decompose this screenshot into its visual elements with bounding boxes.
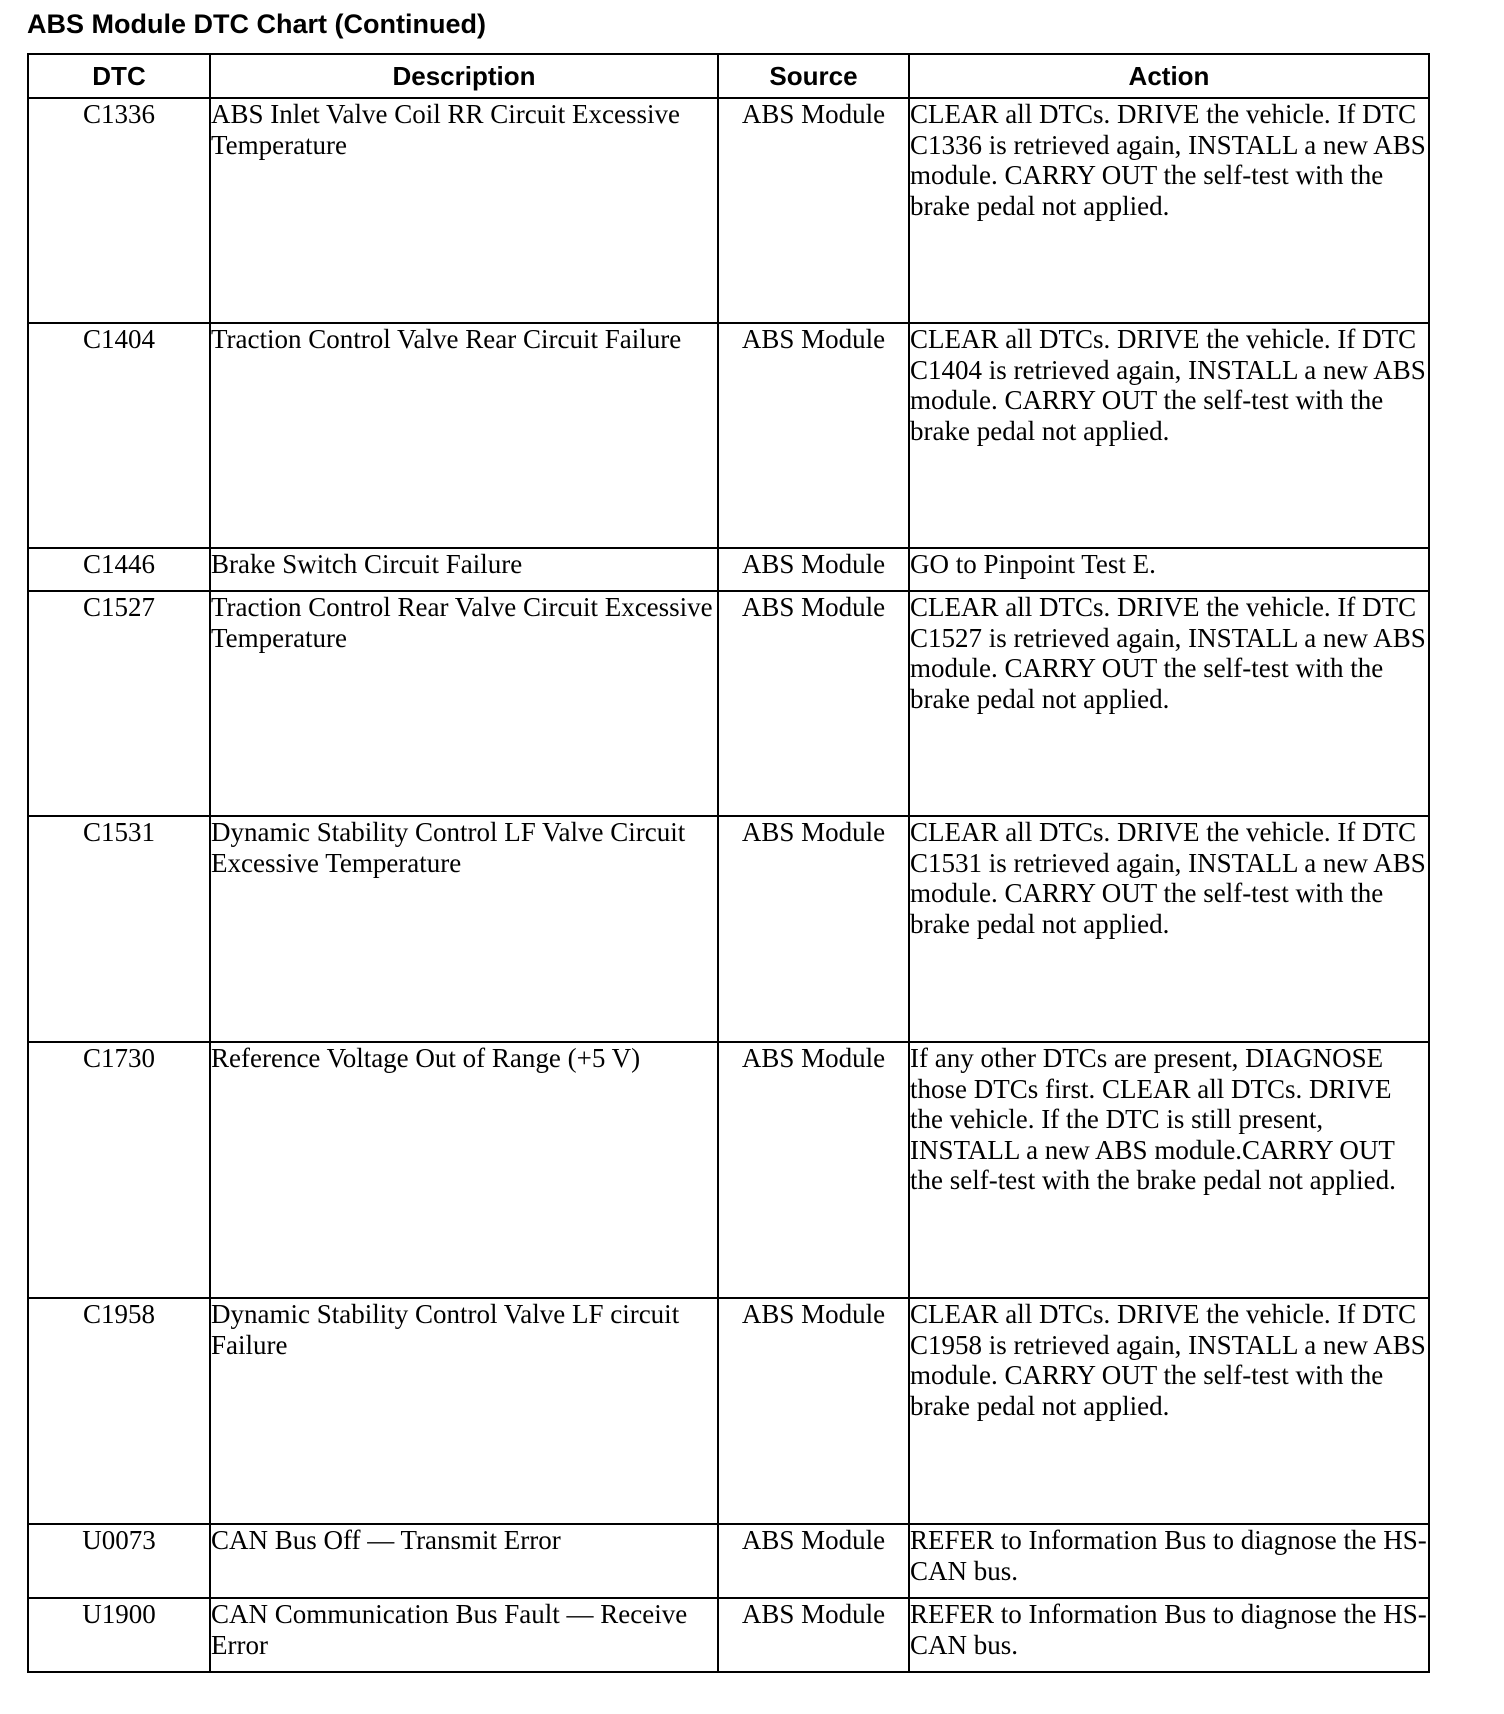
dtc-code-cell: C1527	[28, 591, 210, 816]
dtc-code-cell: C1336	[28, 98, 210, 323]
description-cell: Dynamic Stability Control Valve LF circuit Failure	[210, 1298, 718, 1524]
table-row	[28, 1524, 1429, 1598]
description-cell: ABS Inlet Valve Coil RR Circuit Excessive Temperature	[210, 98, 718, 323]
description-cell: Brake Switch Circuit Failure	[210, 548, 718, 591]
source-cell: ABS Module	[718, 816, 909, 1042]
header-dtc: DTC	[28, 54, 210, 98]
action-cell: REFER to Information Bus to diagnose the HS-CAN bus.	[909, 1524, 1429, 1598]
table-row	[28, 816, 1429, 1042]
source-cell: ABS Module	[718, 323, 909, 548]
action-cell: REFER to Information Bus to diagnose the HS-CAN bus.	[909, 1598, 1429, 1672]
table-row	[28, 1598, 1429, 1672]
action-cell: CLEAR all DTCs. DRIVE the vehicle. If DTC C1336 is retrieved again, INSTALL a new ABS module. CARRY OUT the self-test with the brake pedal not applied.	[909, 98, 1429, 323]
description-cell: CAN Communication Bus Fault — Receive Error	[210, 1598, 718, 1672]
source-cell: ABS Module	[718, 1524, 909, 1598]
source-cell: ABS Module	[718, 591, 909, 816]
action-cell: CLEAR all DTCs. DRIVE the vehicle. If DTC C1527 is retrieved again, INSTALL a new ABS module. CARRY OUT the self-test with the brake pedal not applied.	[909, 591, 1429, 816]
header-action: Action	[909, 54, 1429, 98]
action-cell: CLEAR all DTCs. DRIVE the vehicle. If DTC C1404 is retrieved again, INSTALL a new ABS module. CARRY OUT the self-test with the brake pedal not applied.	[909, 323, 1429, 548]
dtc-code-cell: C1730	[28, 1042, 210, 1298]
dtc-code-cell: C1404	[28, 323, 210, 548]
dtc-code-cell: C1958	[28, 1298, 210, 1524]
description-cell: CAN Bus Off — Transmit Error	[210, 1524, 718, 1598]
table-body	[28, 98, 1429, 1672]
table-header	[28, 54, 1429, 98]
source-cell: ABS Module	[718, 98, 909, 323]
action-cell: GO to Pinpoint Test E.	[909, 548, 1429, 591]
dtc-code-cell: C1446	[28, 548, 210, 591]
header-source: Source	[718, 54, 909, 98]
action-cell: If any other DTCs are present, DIAGNOSE those DTCs first. CLEAR all DTCs. DRIVE the vehicle. If the DTC is still present, INSTALL a new ABS module.CARRY OUT the self-test with the brake pedal not applied.	[909, 1042, 1429, 1298]
description-cell: Reference Voltage Out of Range (+5 V)	[210, 1042, 718, 1298]
table-row	[28, 1298, 1429, 1524]
table-row	[28, 548, 1429, 591]
description-cell: Traction Control Rear Valve Circuit Excessive Temperature	[210, 591, 718, 816]
action-cell: CLEAR all DTCs. DRIVE the vehicle. If DTC C1958 is retrieved again, INSTALL a new ABS module. CARRY OUT the self-test with the brake pedal not applied.	[909, 1298, 1429, 1524]
dtc-code-cell: U1900	[28, 1598, 210, 1672]
table-row	[28, 323, 1429, 548]
source-cell: ABS Module	[718, 1598, 909, 1672]
source-cell: ABS Module	[718, 1298, 909, 1524]
description-cell: Traction Control Valve Rear Circuit Failure	[210, 323, 718, 548]
dtc-table	[27, 53, 1430, 1673]
source-cell: ABS Module	[718, 1042, 909, 1298]
table-row	[28, 98, 1429, 323]
action-cell: CLEAR all DTCs. DRIVE the vehicle. If DTC C1531 is retrieved again, INSTALL a new ABS module. CARRY OUT the self-test with the brake pedal not applied.	[909, 816, 1429, 1042]
header-row	[28, 54, 1429, 98]
dtc-code-cell: U0073	[28, 1524, 210, 1598]
table-row	[28, 1042, 1429, 1298]
table-row	[28, 591, 1429, 816]
header-description: Description	[210, 54, 718, 98]
source-cell: ABS Module	[718, 548, 909, 591]
dtc-code-cell: C1531	[28, 816, 210, 1042]
description-cell: Dynamic Stability Control LF Valve Circuit Excessive Temperature	[210, 816, 718, 1042]
page-title: ABS Module DTC Chart (Continued)	[27, 9, 486, 39]
